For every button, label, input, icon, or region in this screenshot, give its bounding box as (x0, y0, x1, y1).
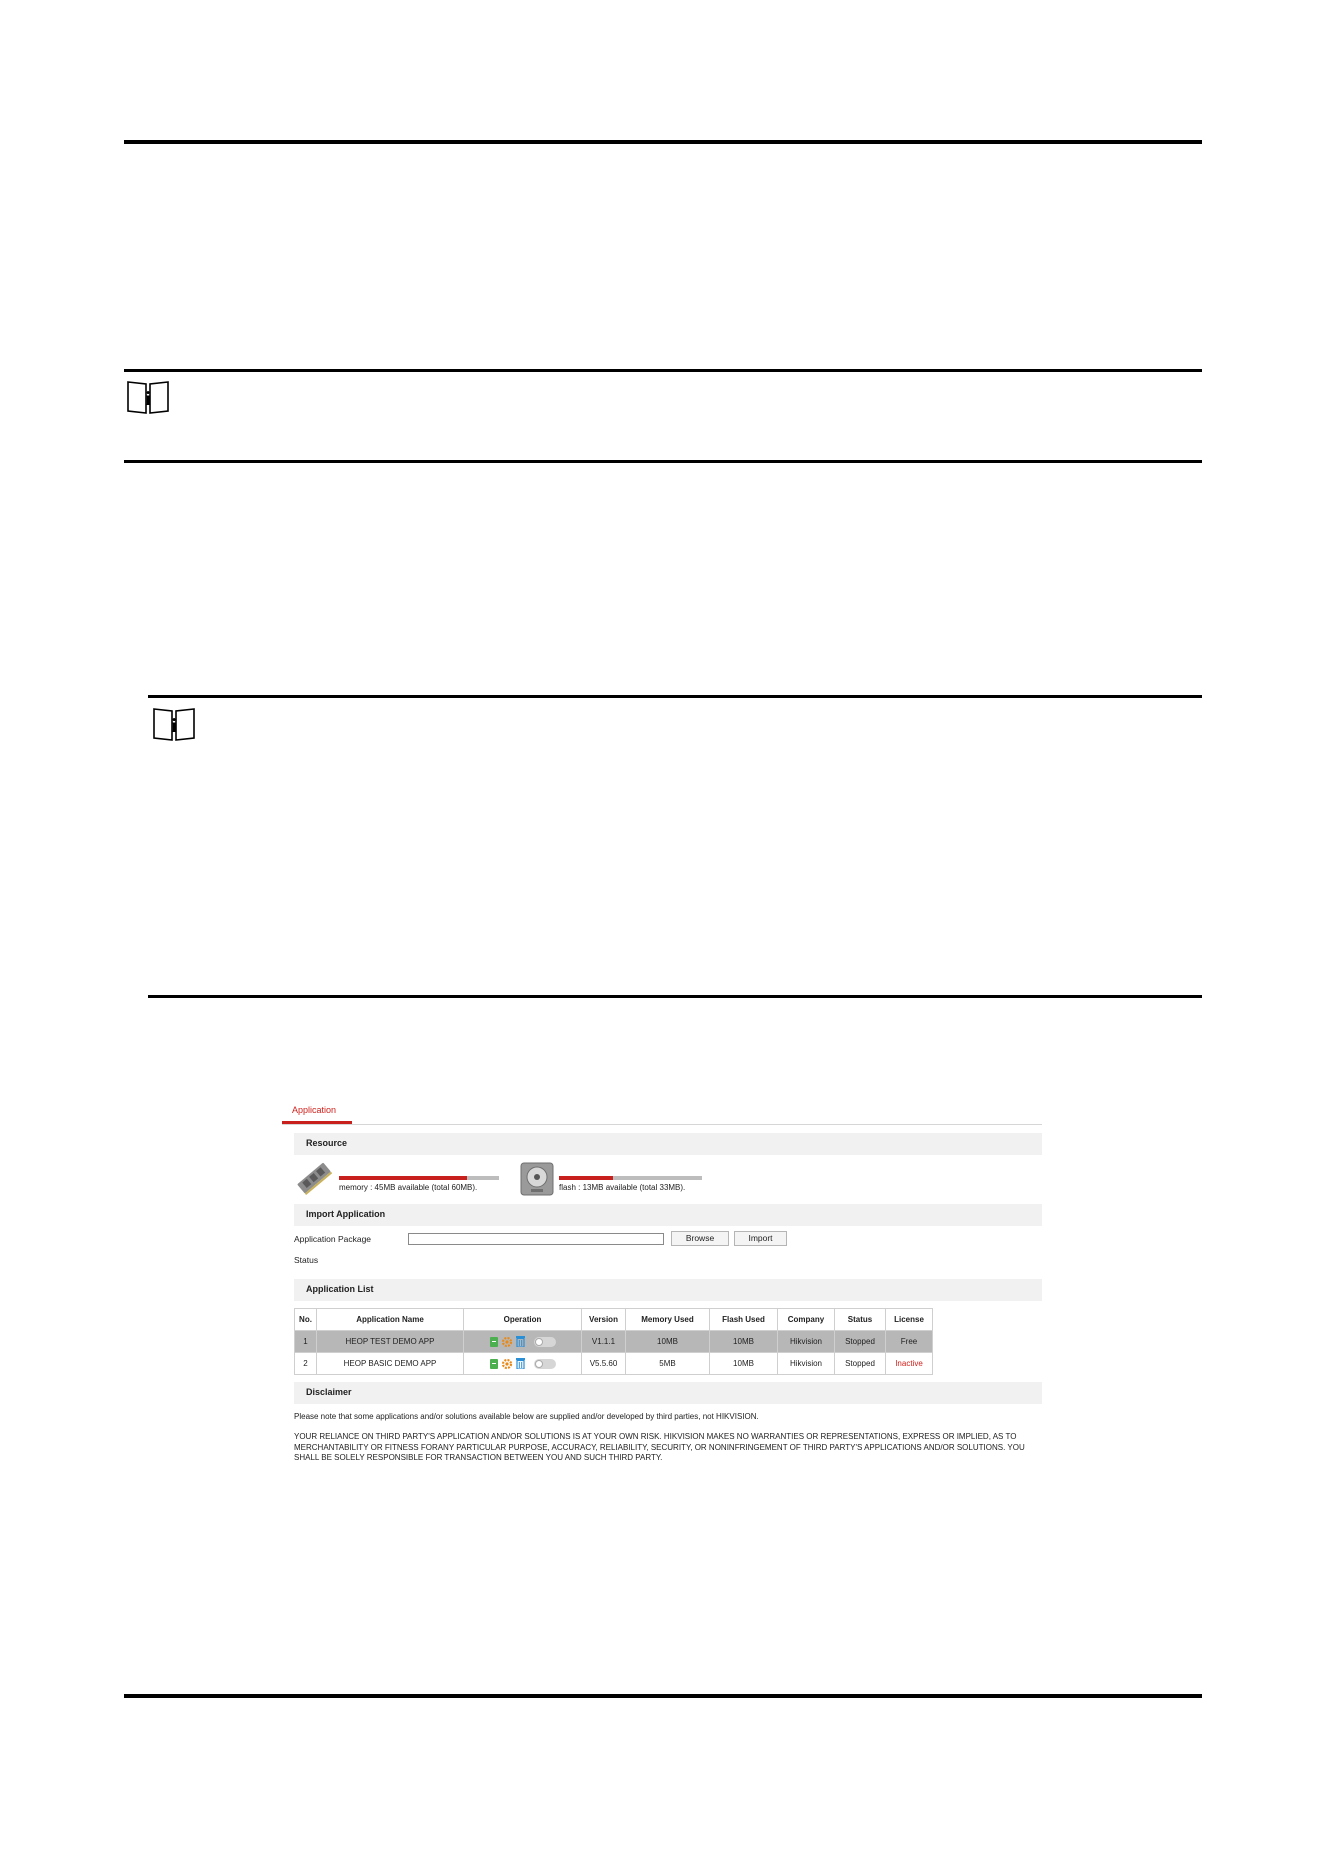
application-list-title: Application List (306, 1284, 374, 1294)
memory-usage-bar (339, 1176, 499, 1180)
application-table (294, 1308, 933, 1375)
application-screenshot (282, 1096, 1042, 1476)
tab-application[interactable]: Application (292, 1105, 337, 1115)
column-header: Status (835, 1309, 886, 1331)
flash-used: 10MB (710, 1331, 778, 1353)
flash-used: 10MB (710, 1353, 778, 1375)
operation-cell (464, 1353, 582, 1375)
svg-text:i: i (145, 388, 151, 410)
status-label: Status (294, 1255, 319, 1265)
memory-used: 5MB (626, 1353, 710, 1375)
enable-toggle[interactable] (534, 1337, 556, 1347)
footer-rule (124, 1694, 1202, 1698)
column-header: Application Name (317, 1309, 464, 1331)
row-number: 2 (295, 1353, 317, 1375)
version: V5.5.60 (582, 1353, 626, 1375)
column-header: Flash Used (710, 1309, 778, 1331)
column-header: No. (295, 1309, 317, 1331)
column-header: Version (582, 1309, 626, 1331)
table-row[interactable] (295, 1331, 933, 1353)
start-icon[interactable] (490, 1359, 498, 1369)
import-section-header (294, 1204, 1042, 1226)
status: Stopped (835, 1353, 886, 1375)
flash-usage-fill (559, 1176, 613, 1180)
memory-chip-icon (294, 1160, 334, 1196)
note-icon (124, 379, 172, 415)
column-header: Memory Used (626, 1309, 710, 1331)
note-top-rule-2 (148, 695, 1202, 698)
settings-icon[interactable] (501, 1336, 513, 1348)
memory-text: memory : 45MB available (total 60MB). (339, 1183, 478, 1192)
flash-disk-icon (520, 1162, 554, 1196)
column-header: License (886, 1309, 933, 1331)
license: Inactive (886, 1353, 933, 1375)
table-row[interactable] (295, 1353, 933, 1375)
row-number: 1 (295, 1331, 317, 1353)
license: Free (886, 1331, 933, 1353)
memory-used: 10MB (626, 1331, 710, 1353)
flash-text: flash : 13MB available (total 33MB). (559, 1183, 686, 1192)
disclaimer-note: Please note that some applications and/or solutions available below are supplied and/or developed by third parties, not HIKVISION. (294, 1412, 759, 1421)
svg-text:i: i (171, 715, 177, 737)
application-name: HEOP BASIC DEMO APP (317, 1353, 464, 1375)
note-bottom-rule-2 (148, 995, 1202, 998)
delete-icon[interactable] (516, 1336, 525, 1347)
flash-usage-bar (559, 1176, 702, 1180)
tab-bar (282, 1096, 1042, 1125)
start-icon[interactable] (490, 1337, 498, 1347)
status: Stopped (835, 1331, 886, 1353)
disclaimer-title: Disclaimer (306, 1387, 352, 1397)
operation-cell (464, 1331, 582, 1353)
application-package-label: Application Package (294, 1234, 372, 1244)
import-button[interactable]: Import (734, 1231, 787, 1246)
application-name: HEOP TEST DEMO APP (317, 1331, 464, 1353)
application-package-input[interactable] (408, 1233, 664, 1245)
active-tab-indicator (282, 1121, 352, 1124)
version: V1.1.1 (582, 1331, 626, 1353)
browse-button[interactable]: Browse (671, 1231, 729, 1246)
resource-title: Resource (306, 1138, 348, 1148)
note-icon (150, 706, 198, 742)
column-header: Operation (464, 1309, 582, 1331)
note-top-rule-1 (124, 369, 1202, 372)
enable-toggle[interactable] (534, 1359, 556, 1369)
import-title: Import Application (306, 1209, 386, 1219)
delete-icon[interactable] (516, 1358, 525, 1369)
resource-section-header (294, 1133, 1042, 1155)
header-rule (124, 140, 1202, 144)
settings-icon[interactable] (501, 1358, 513, 1370)
note-bottom-rule-1 (124, 460, 1202, 463)
disclaimer-body: YOUR RELIANCE ON THIRD PARTY'S APPLICATION AND/OR SOLUTIONS IS AT YOUR OWN RISK. HIKVISION MAKES NO WARRANTIES OR REPRESENTATIONS, EXPRESS OR IMPLIED, AS TO MERCHANTABILITY OR FITNESS FORANY PARTICULAR PURPOSE, ACCURACY, RELIABILITY, SECURITY, OR NONINFRINGEMENT OF THIRD PARTY'S APPLICATIONS AND/OR SOLUTIONS. YOU SHALL BE SOLELY RESPONSIBLE FOR TRANSACTION BETWEEN YOU AND SUCH THIRD PARTY. (294, 1432, 1025, 1462)
application-list-section-header (294, 1279, 1042, 1301)
table-header-row (295, 1309, 933, 1331)
memory-usage-fill (339, 1176, 467, 1180)
company: Hikvision (778, 1353, 835, 1375)
column-header: Company (778, 1309, 835, 1331)
company: Hikvision (778, 1331, 835, 1353)
disclaimer-section-header (294, 1382, 1042, 1404)
